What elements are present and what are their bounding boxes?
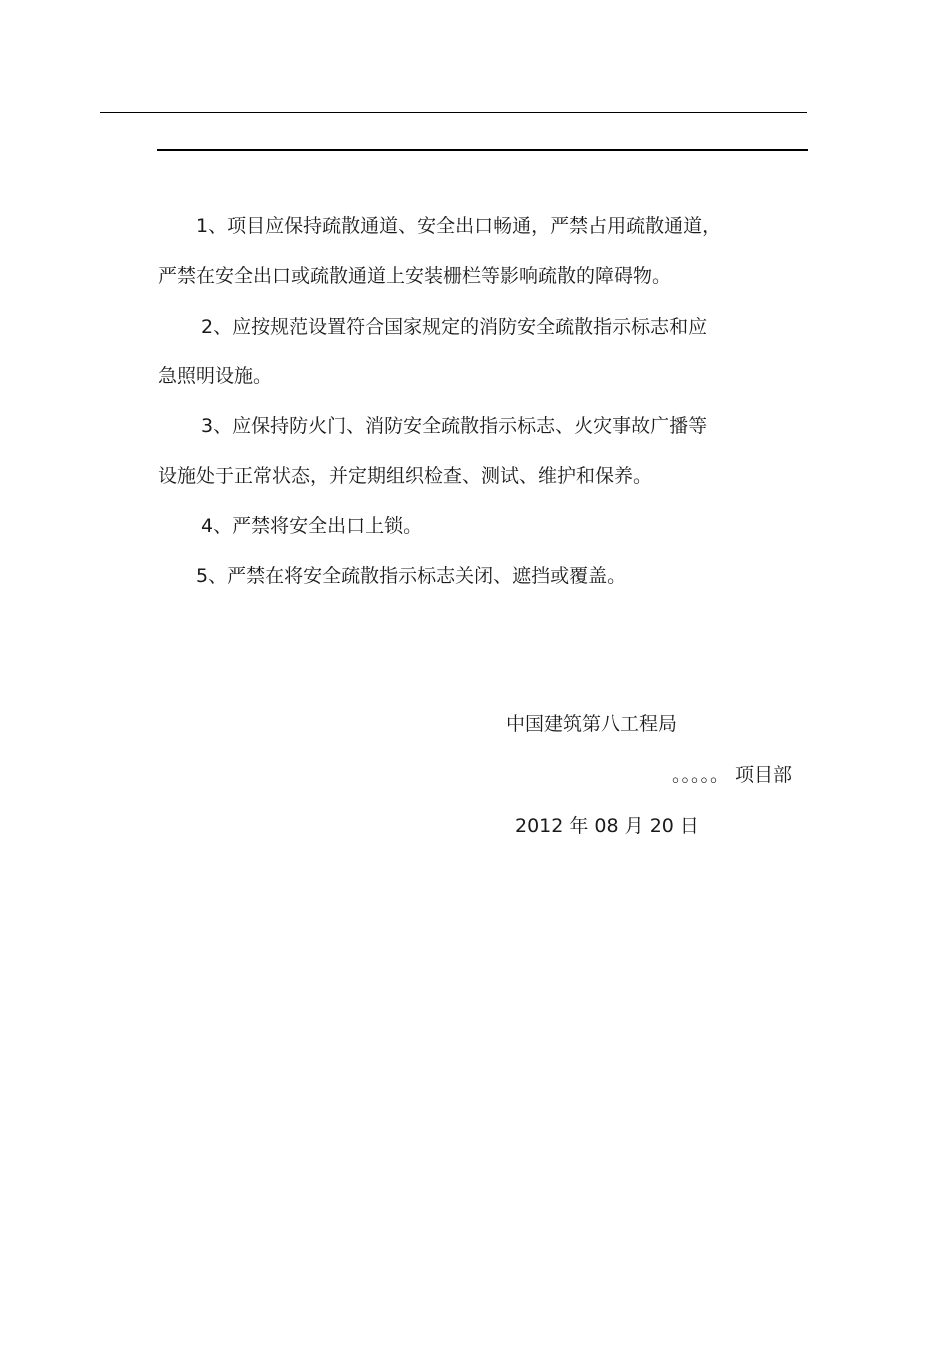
- item-5-line-1: 5、严禁在将安全疏散指示标志关闭、遮挡或覆盖。: [196, 565, 627, 587]
- item-2-line-2: 急照明设施。: [158, 365, 273, 387]
- item-4-line-1: 4、严禁将安全出口上锁。: [201, 515, 423, 537]
- item-1-line-1: 1、项目应保持疏散通道、安全出口畅通，严禁占用疏散通道，: [196, 215, 722, 237]
- signature-date: 2012 年 08 月 20 日: [515, 815, 699, 837]
- item-3-line-2: 设施处于正常状态，并定期组织检查、测试、维护和保养。: [158, 465, 653, 487]
- header-rule-second: [157, 149, 808, 151]
- item-2-line-1: 2、应按规范设置符合国家规定的消防安全疏散指示标志和应: [201, 316, 708, 338]
- header-rule-top: [100, 112, 807, 113]
- signature-department: 。。。。。 项目部: [672, 764, 793, 786]
- item-3-line-1: 3、应保持防火门、消防安全疏散指示标志、火灾事故广播等: [201, 415, 708, 437]
- item-1-line-2: 严禁在安全出口或疏散通道上安装栅栏等影响疏散的障碍物。: [158, 265, 672, 287]
- signature-organization: 中国建筑第八工程局: [506, 713, 678, 735]
